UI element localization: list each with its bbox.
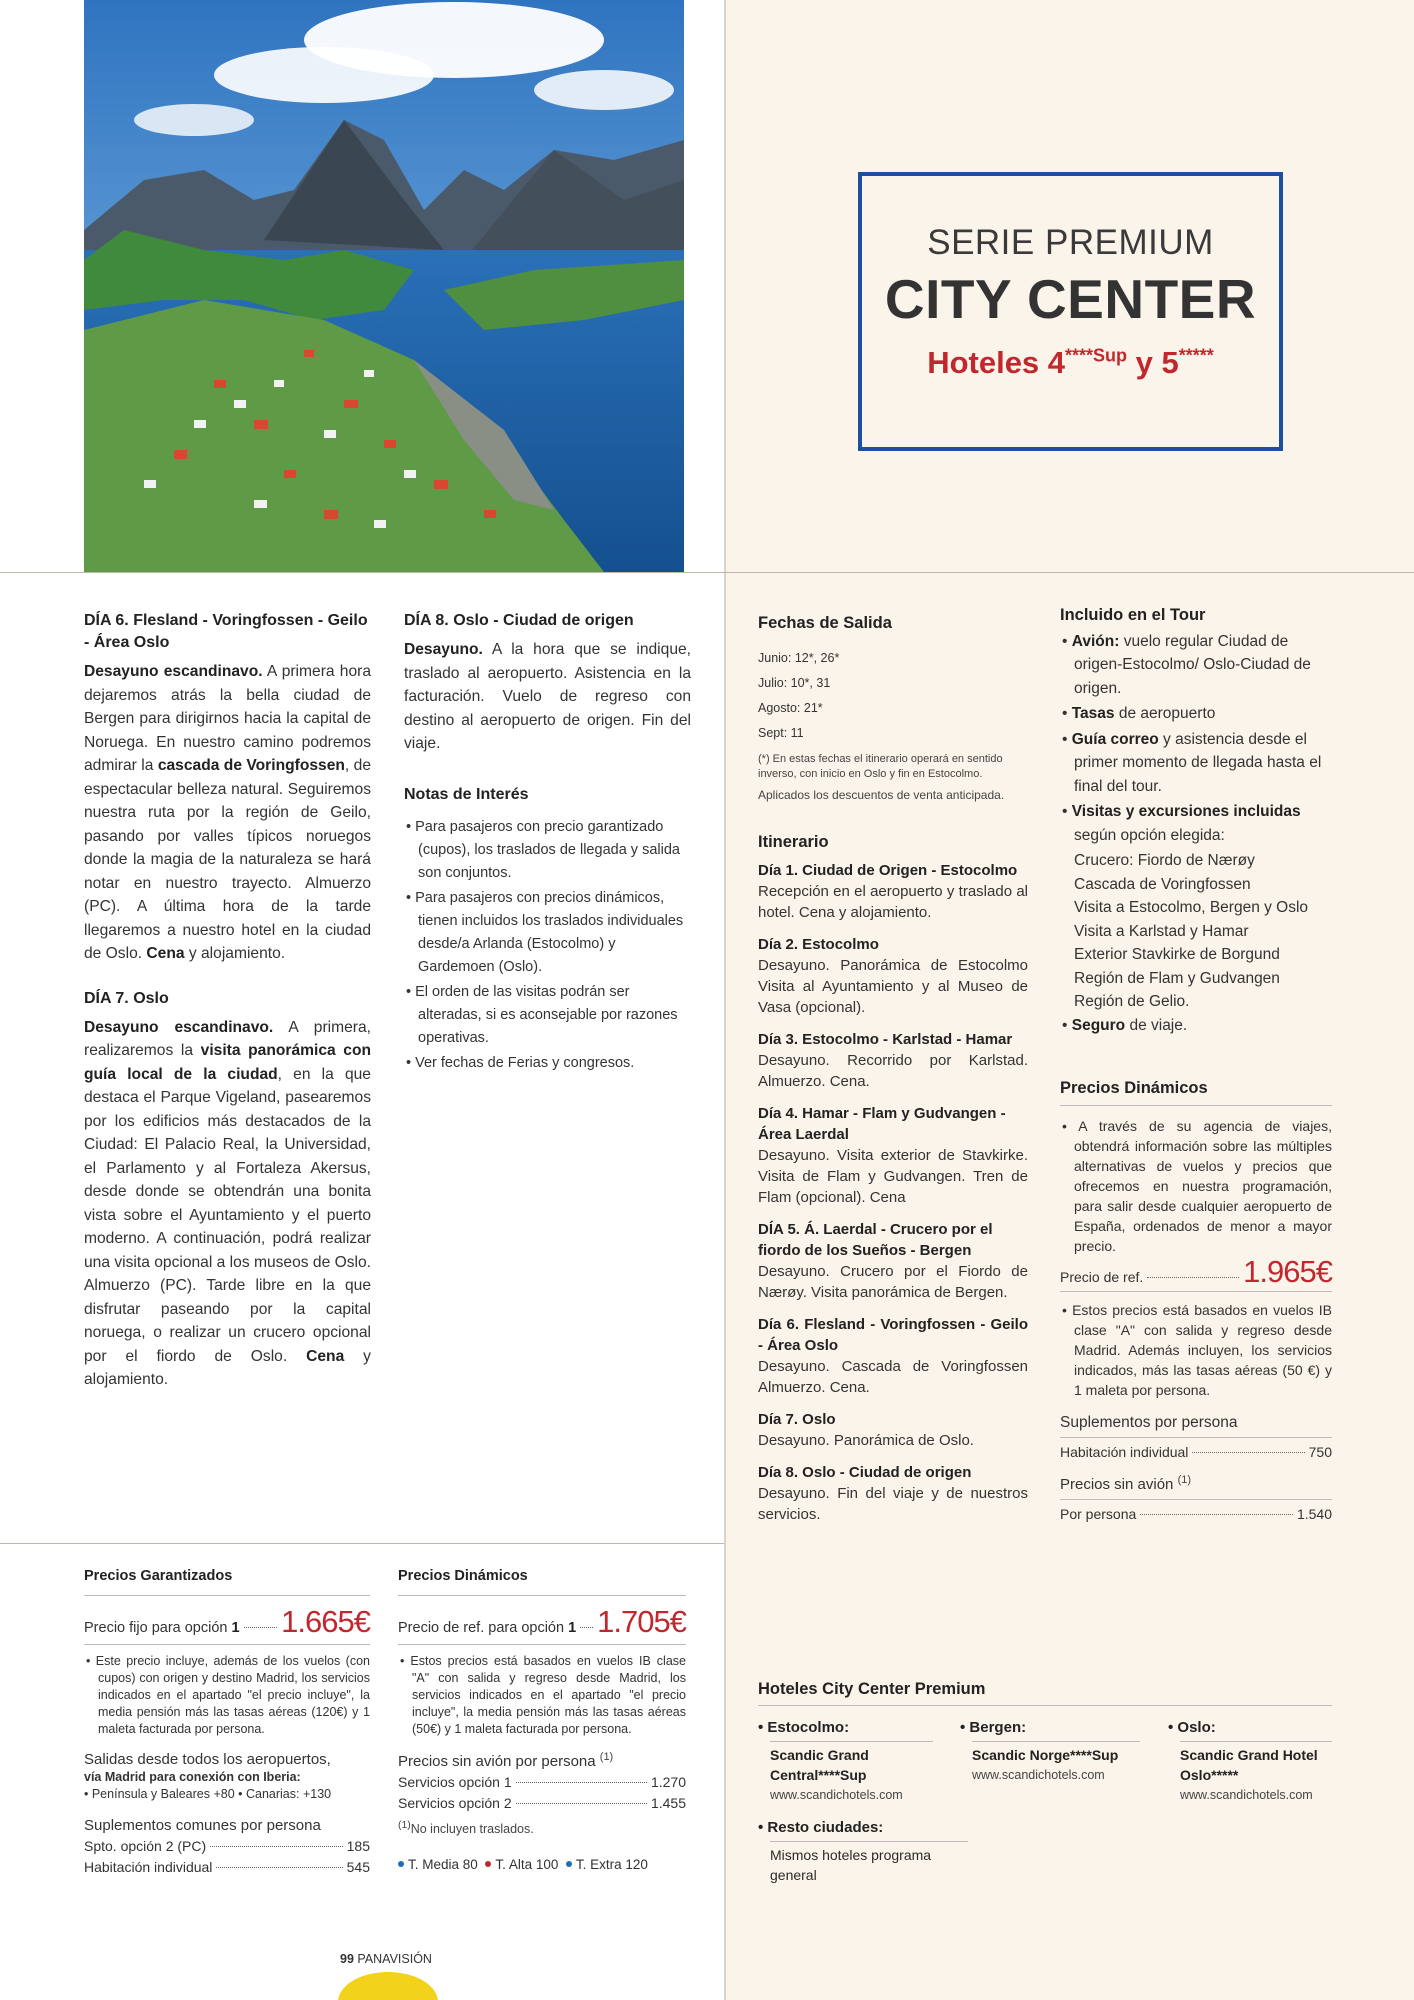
guaranteed-separator (84, 1595, 370, 1596)
departure-dates-note: (*) En estas fechas el itinerario operará en sentido inverso, con inicio en Oslo y fin en Estocolmo. (758, 752, 1003, 780)
included-item (1060, 630, 1332, 701)
day6-text (84, 660, 371, 966)
itinerary-day (758, 1219, 1028, 1303)
hotel-city-separator (1180, 1741, 1332, 1742)
day7-breakfast: Desayuno escandinavo. (84, 1018, 274, 1036)
note-item: • El orden de las visitas podrán ser alteradas, si es aconsejable por razones operativas. (404, 981, 691, 1050)
day6-dinner: Cena (146, 945, 185, 962)
right-no-flight-value: 1.540 (1296, 1506, 1332, 1522)
hotel-url: www.scandichotels.com (1180, 1788, 1313, 1802)
departure-date: Julio: 10*, 31 (758, 675, 831, 690)
right-supplement-value: 750 (1308, 1444, 1332, 1460)
itinerary-day-title: Día 3. Estocolmo - Karlstad - Hamar (758, 1031, 1013, 1048)
series-name: CITY CENTER (884, 268, 1257, 330)
departure-date: Junio: 12*, 26* (758, 650, 840, 665)
common-supplements-title: Suplementos comunes por persona (84, 1817, 321, 1834)
dynamic-right-price-row (1060, 1253, 1332, 1290)
dot-leader (244, 1627, 278, 1628)
hotel-category-mid: y 5 (1127, 345, 1179, 380)
note-item: • Para pasajeros con precios dinámicos, tienen incluidos los traslados individuales desde/a Arlanda (Estocolmo) y Gardemoen (Oslo). (404, 887, 691, 979)
itinerary-day-text: Desayuno. Panorámica de Oslo. (758, 1432, 974, 1449)
footnote-sup: (1) (398, 1820, 411, 1831)
dynamic-price: 1.705€ (597, 1603, 686, 1639)
right-supplements-title: Suplementos por persona (1060, 1414, 1238, 1431)
hotel-city: • Bergen: (960, 1719, 1027, 1736)
departures-title: Salidas desde todos los aeropuertos, (84, 1751, 331, 1768)
note-item: • Ver fechas de Ferias y congresos. (404, 1052, 691, 1075)
early-booking-note: Aplicados los descuentos de venta anticipada. (758, 787, 1005, 802)
departure-date: Sept: 11 (758, 725, 804, 740)
page-footer (340, 1952, 432, 1966)
dot-leader (216, 1867, 342, 1868)
legend-dot-icon (398, 1861, 404, 1867)
itinerary-day (758, 860, 1028, 923)
no-flight-row (398, 1793, 686, 1814)
itinerary-day-text: Desayuno. Recorrido por Karlstad. Almuerzo. Cena. (758, 1052, 1028, 1090)
guaranteed-price-row (84, 1603, 370, 1641)
day6-text-a: A primera hora dejaremos atrás la bella ciudad de Bergen para dirigirnos hacia la capital de Noruega. En nuestro camino podremos admirar la (84, 663, 371, 774)
no-flight-title (398, 1750, 686, 1772)
no-flight-sup: (1) (599, 1751, 614, 1763)
supplement-row (84, 1836, 370, 1857)
no-flight-footnote (398, 1818, 686, 1837)
included-item-text: vuelo regular Ciudad de origen-Estocolmo/ Oslo-Ciudad de origen. (1074, 632, 1311, 697)
no-flight-label: Servicios opción 2 (398, 1795, 512, 1811)
itinerary-day-text: Desayuno. Cascada de Voringfossen Almuerzo. Cena. (758, 1358, 1028, 1396)
dot-leader (1147, 1277, 1239, 1278)
itinerary-day-title: Día 2. Estocolmo (758, 936, 879, 953)
included-item-bold: Seguro (1071, 1016, 1126, 1034)
day6-text-b: , de espectacular belleza natural. Seguiremos nuestra ruta por la región de Geilo, pasando por valles típicos noruegos donde la magia de la naturaleza se hará notar en nuestro trayecto. Almuerzo (PC). A última hora de la tarde llegaremos a nuestro hotel en la ciudad de Oslo. (84, 757, 371, 962)
sun-decoration (338, 1972, 438, 2000)
visit-item: Visita a Estocolmo, Bergen y Oslo (1074, 899, 1309, 916)
hotel-category-prefix: Hoteles 4 (927, 345, 1066, 380)
hotels-separator (758, 1705, 1332, 1706)
day7-text-c: y alojamiento. (84, 1347, 371, 1388)
included-item-text: de viaje. (1125, 1016, 1188, 1034)
hotels-title: Hoteles City Center Premium (758, 1680, 986, 1698)
visit-item: Región de Flam y Gudvangen (1074, 969, 1280, 987)
right-no-flight-text: Precios sin avión (1060, 1476, 1174, 1493)
dynamic-title: Precios Dinámicos (398, 1568, 528, 1584)
hotel-url: www.scandichotels.com (770, 1788, 903, 1802)
no-flight-title-text: Precios sin avión por persona (398, 1753, 596, 1770)
hotel-city-name: Resto ciudades: (767, 1819, 884, 1836)
hotel-stockholm (758, 1718, 933, 1805)
hotel-city-separator (770, 1741, 933, 1742)
departure-date: Agosto: 21* (758, 700, 823, 715)
included-item-text: de aeropuerto (1114, 705, 1216, 722)
dot-leader (210, 1846, 342, 1847)
dot-leader (580, 1627, 593, 1628)
brand-name: PANAVISIÓN (357, 1952, 432, 1966)
dot-leader (516, 1782, 647, 1783)
guaranteed-note: • Este precio incluye, además de los vuelos (con cupos) con origen y destino Madrid, los servicios indicados en el apartado "el precio incluye", la media pensión más las tasas aéreas (120€) y 1 maleta facturada por persona. (84, 1653, 370, 1738)
hotel-city-name: Estocolmo: (767, 1719, 850, 1736)
season-legend (398, 1853, 686, 1877)
horizontal-divider-bottom (0, 1543, 724, 1544)
included-item-text: y asistencia desde el primer momento de llegada hasta el final del tour. (1074, 730, 1322, 795)
itinerary-day-text: Desayuno. Fin del viaje y de nuestros servicios. (758, 1485, 1028, 1523)
hotel-stars-4: ****Sup (1065, 345, 1128, 366)
legend-item (398, 1857, 478, 1872)
hotel-category (862, 345, 1279, 381)
included-item-text: según opción elegida: (1074, 826, 1225, 844)
departure-dates-title: Fechas de Salida (758, 614, 892, 632)
day7-title: DÍA 7. Oslo (84, 989, 169, 1007)
itinerary-day-text: Desayuno. Visita exterior de Stavkirke. Visita de Flam y Gudvangen. Tren de Flam (opcional). Cena (758, 1147, 1028, 1206)
dot-leader (1192, 1452, 1304, 1453)
right-no-flight-title (1060, 1473, 1332, 1495)
guaranteed-label-text: Precio fijo para opción (84, 1619, 232, 1636)
hotel-city-separator (972, 1741, 1140, 1742)
visit-item: Visita a Karlstad y Hamar (1074, 922, 1249, 940)
legend-item (485, 1857, 558, 1872)
dot-leader (1140, 1514, 1293, 1515)
right-no-flight-row (1060, 1504, 1332, 1525)
departures-supplements: • Península y Baleares +80 • Canarias: +130 (84, 1787, 332, 1801)
dynamic-price-row (398, 1603, 686, 1641)
itinerary-day-title: Día 7. Oslo (758, 1411, 836, 1428)
visit-item: Crucero: Fiordo de Nærøy (1074, 852, 1255, 869)
dynamic-right-title: Precios Dinámicos (1060, 1079, 1208, 1097)
itinerary-day (758, 1029, 1028, 1092)
hotel-city: • Resto ciudades: (758, 1819, 884, 1836)
legend-label: T. Alta 100 (495, 1857, 559, 1873)
footnote-text: No incluyen traslados. (410, 1822, 534, 1837)
hotel-city-name: Bergen: (969, 1719, 1027, 1736)
day6-title: DÍA 6. Flesland - Voringfossen - Geilo - Área Oslo (84, 612, 368, 651)
departures-subtitle: vía Madrid para conexión con Iberia: (84, 1770, 301, 1784)
included-item-bold: Tasas (1071, 705, 1115, 722)
itinerary-day (758, 1103, 1028, 1208)
dot-leader (516, 1803, 647, 1804)
guaranteed-title: Precios Garantizados (84, 1568, 233, 1584)
itinerary-day-title: Día 6. Flesland - Voringfossen - Geilo - Área Oslo (758, 1316, 1028, 1354)
dynamic-right-note: • A través de su agencia de viajes, obtendrá información sobre las múltiples alternativas de vuelos y precios que ofrecemos en nuestra programación, para salir desde cualquier aeropuerto de España, ordenados de menor a mayor precio. (1060, 1116, 1332, 1256)
hotels-section (758, 1680, 1332, 1706)
itinerary-day-title: Día 1. Ciudad de Origen - Estocolmo (758, 862, 1018, 879)
itinerary-day (758, 1462, 1028, 1525)
legend-dot-icon (566, 1861, 572, 1867)
dynamic-separator-2 (398, 1644, 686, 1645)
hotel-oslo (1168, 1718, 1332, 1805)
included-visits (1060, 849, 1332, 1014)
hotel-city: • Oslo: (1168, 1719, 1216, 1736)
itinerary-column-2 (404, 610, 691, 1077)
itinerary-day (758, 1314, 1028, 1398)
hotel-name: Scandic Norge****Sup (972, 1747, 1119, 1763)
dynamic-right-separator-2 (1060, 1291, 1332, 1292)
itinerary-title: Itinerario (758, 832, 829, 851)
hotel-details (758, 1745, 933, 1805)
included-item (1060, 1014, 1332, 1038)
dynamic-prices-left (398, 1565, 686, 1877)
dynamic-separator (398, 1595, 686, 1596)
guaranteed-prices (84, 1565, 370, 1878)
included-item-bold: Visitas y excursiones incluidas (1071, 803, 1301, 820)
dynamic-right-price: 1.965€ (1243, 1253, 1332, 1289)
legend-label: T. Media 80 (408, 1857, 478, 1873)
series-title-box (858, 172, 1283, 451)
dynamic-label-text: Precio de ref. para opción (398, 1619, 569, 1636)
hotel-details (960, 1745, 1140, 1785)
included-item-bold: Avión: (1071, 632, 1120, 650)
itinerary-day-title: Día 8. Oslo - Ciudad de origen (758, 1464, 972, 1481)
dynamic-option: 1 (568, 1619, 577, 1636)
day8-text (404, 638, 691, 756)
legend-item (566, 1857, 648, 1872)
lofoten-landscape-photo (84, 0, 684, 572)
day7-text (84, 1016, 371, 1392)
dynamic-right-separator (1060, 1105, 1332, 1106)
series-label: SERIE PREMIUM (927, 223, 1214, 262)
right-no-flight-label: Por persona (1060, 1506, 1137, 1522)
no-flight-label: Servicios opción 1 (398, 1774, 512, 1790)
day7-highlight: visita panorámica con guía local de la ciudad (84, 1042, 372, 1083)
dynamic-price-label (398, 1617, 576, 1641)
supplement-label: Habitación individual (84, 1859, 213, 1875)
dynamic-right-label: Precio de ref. (1060, 1268, 1144, 1285)
included-title: Incluido en el Tour (1060, 606, 1206, 624)
supplement-label: Spto. opción 2 (PC) (84, 1838, 207, 1854)
hotel-city: • Estocolmo: (758, 1719, 850, 1736)
day6-breakfast: Desayuno escandinavo. (84, 663, 263, 680)
included-column (1060, 604, 1332, 1525)
itinerary-day-text: Recepción en el aeropuerto y traslado al hotel. Cena y alojamiento. (758, 883, 1028, 921)
right-supplements-separator (1060, 1437, 1332, 1438)
included-item-bold: Guía correo (1071, 730, 1159, 748)
hotel-other-text: Mismos hoteles programa general (770, 1847, 932, 1883)
dynamic-note: • Estos precios está basados en vuelos IB clase "A" con salida y regreso desde Madrid, los servicios indicados en el apartado "el precio incluye", la media pensión más las tasas aéreas (50€) y 1 maleta facturada por persona. (398, 1653, 686, 1738)
day6-highlight: cascada de Voringfossen (157, 757, 345, 774)
supplement-value: 545 (346, 1859, 370, 1875)
hotel-name: Scandic Grand Central****Sup (770, 1747, 869, 1783)
itinerary-list (758, 860, 1028, 1525)
hotel-city-separator (770, 1841, 968, 1842)
day6-text-c: y alojamiento. (184, 945, 286, 962)
hotel-city-name: Oslo: (1177, 1719, 1216, 1736)
hotel-bergen (960, 1718, 1140, 1785)
guaranteed-option: 1 (231, 1619, 240, 1636)
visit-item: Exterior Stavkirke de Borgund (1074, 946, 1280, 963)
legend-dot-icon (485, 1861, 491, 1867)
day7-dinner: Cena (306, 1347, 345, 1365)
right-no-flight-separator (1060, 1499, 1332, 1500)
vertical-divider (724, 0, 726, 2000)
legend-label: T. Extra 120 (575, 1857, 648, 1873)
no-flight-value: 1.270 (650, 1774, 686, 1790)
hotel-details (1168, 1745, 1332, 1805)
day8-title: DÍA 8. Oslo - Ciudad de origen (404, 612, 634, 629)
note-item: • Para pasajeros con precio garantizado (cupos), los traslados de llegada y salida son conjuntos. (404, 816, 691, 885)
itinerary-day-text: Desayuno. Panorámica de Estocolmo Visita al Ayuntamiento y al Museo de Vasa (opcional). (758, 957, 1028, 1016)
page-number: 99 (340, 1952, 354, 1966)
departures-itinerary-column (758, 612, 1028, 1525)
hotel-other-cities (758, 1818, 968, 1885)
guaranteed-price-label (84, 1617, 240, 1641)
hotel-name: Scandic Grand Hotel Oslo***** (1180, 1747, 1318, 1783)
day7-text-b: , en la que destaca el Parque Vigeland, pasearemos por los edificios más destacados de la Ciudad: El Palacio Real, la Universidad, el Parlamento y al Fortaleza Akersus, desde donde se obtendrán una bonita vista sobre el Ayuntamiento y el puerto moderno. A continuación, podrá realizar una visita opcional a los museos de Oslo. Almuerzo (PC). Tarde libre en la que disfrutar paseando por la capital noruega, o realizar un crucero opcional por el fiordo de Oslo. (84, 1065, 371, 1365)
itinerary-day-text: Desayuno. Crucero por el Fiordo de Nærøy. Visita panorámica de Bergen. (758, 1263, 1028, 1301)
itinerary-column-1 (84, 610, 371, 1392)
visit-item: Cascada de Voringfossen (1074, 875, 1251, 893)
right-supplement-label: Habitación individual (1060, 1444, 1189, 1460)
included-item (1060, 800, 1332, 847)
no-flight-value: 1.455 (650, 1795, 686, 1811)
notes-title: Notas de Interés (404, 785, 529, 803)
itinerary-day (758, 1409, 1028, 1451)
right-no-flight-sup: (1) (1177, 1474, 1192, 1486)
day8-text-a: A la hora que se indique, traslado al aeropuerto. Asistencia en la facturación. Vuelo de regreso con destino al aeropuerto de origen. Fin del viaje. (404, 641, 691, 752)
no-flight-row (398, 1772, 686, 1793)
day7-text-a: A primera, realizaremos la (84, 1018, 371, 1059)
itinerary-day-title: DÍA 5. Á. Laerdal - Crucero por el fiordo de los Sueños - Bergen (758, 1221, 993, 1259)
hotel-url: www.scandichotels.com (972, 1768, 1105, 1782)
horizontal-divider-top (0, 572, 1414, 573)
right-supplement-row (1060, 1442, 1332, 1463)
included-item (1060, 728, 1332, 799)
hotel-stars-5: ***** (1178, 345, 1214, 366)
visit-item: Región de Gelio. (1074, 993, 1190, 1010)
guaranteed-separator-2 (84, 1644, 370, 1645)
supplement-row (84, 1857, 370, 1878)
itinerary-day-title: Día 4. Hamar - Flam y Gudvangen - Área Laerdal (758, 1105, 1006, 1143)
guaranteed-price: 1.665€ (281, 1603, 370, 1639)
supplement-value: 185 (346, 1838, 370, 1854)
dynamic-right-note-2: • Estos precios está basados en vuelos IB clase "A" con salida y regreso desde Madrid. Además incluyen, los servicios indicados, más las tasas aéreas (50 €) y 1 maleta por persona. (1060, 1300, 1332, 1400)
included-item (1060, 702, 1332, 726)
day8-breakfast: Desayuno. (404, 641, 483, 658)
itinerary-day (758, 934, 1028, 1018)
